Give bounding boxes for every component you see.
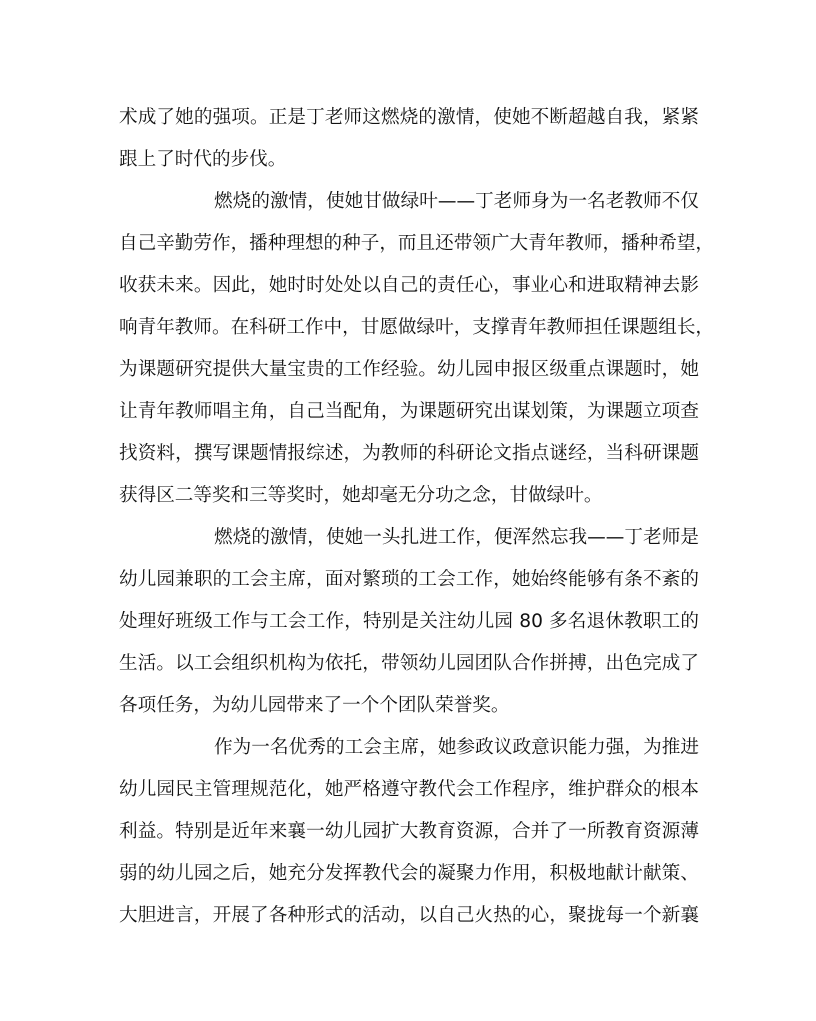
paragraph-first-line: 作为一名优秀的工会主席，她参政议政意识能力强，为推进	[214, 737, 699, 758]
paragraph-line: 幼儿园兼职的工会主席，面对繁琐的工会工作，她始终能够有条不紊的	[119, 569, 699, 590]
paragraph-line: 收获未来。因此，她时时处处以自己的责任心，事业心和进取精神去影	[119, 275, 699, 296]
paragraph-line: 响青年教师。在科研工作中，甘愿做绿叶，支撑青年教师担任课题组长，	[119, 317, 715, 338]
paragraph-line: 各项任务，为幼儿园带来了一个个团队荣誉奖。	[119, 695, 510, 716]
paragraph-line: 自己辛勤劳作，播种理想的种子，而且还带领广大青年教师，播种希望，	[119, 233, 715, 254]
paragraph-line: 找资料，撰写课题情报综述，为教师的科研论文指点谜经，当科研课题	[119, 443, 699, 464]
paragraph-line: 生活。以工会组织机构为依托，带领幼儿园团队合作拼搏，出色完成了	[119, 653, 699, 674]
paragraph-line: 弱的幼儿园之后，她充分发挥教代会的凝聚力作用，积极地献计献策、	[119, 863, 699, 884]
paragraph-line: 利益。特别是近年来襄一幼儿园扩大教育资源，合并了一所教育资源薄	[119, 821, 699, 842]
paragraph-line: 跟上了时代的步伐。	[119, 149, 287, 170]
paragraph-line: 术成了她的强项。正是丁老师这燃烧的激情，使她不断超越自我，紧紧	[119, 107, 699, 128]
paragraph-first-line: 燃烧的激情，使她甘做绿叶——丁老师身为一名老教师不仅	[214, 191, 699, 212]
paragraph-line: 处理好班级工作与工会工作，特别是关注幼儿园 80 多名退休教职工的	[119, 611, 699, 632]
paragraph-line: 为课题研究提供大量宝贵的工作经验。幼儿园申报区级重点课题时，她	[119, 359, 699, 380]
paragraph-line: 获得区二等奖和三等奖时，她却毫无分功之念，甘做绿叶。	[119, 485, 603, 506]
paragraph-line: 让青年教师唱主角，自己当配角，为课题研究出谋划策，为课题立项查	[119, 401, 699, 422]
paragraph-line: 大胆进言，开展了各种形式的活动，以自己火热的心，聚拢每一个新襄	[119, 905, 699, 926]
paragraph-line: 幼儿园民主管理规范化，她严格遵守教代会工作程序，维护群众的根本	[119, 779, 699, 800]
paragraph-first-line: 燃烧的激情，使她一头扎进工作，便浑然忘我——丁老师是	[214, 527, 699, 548]
